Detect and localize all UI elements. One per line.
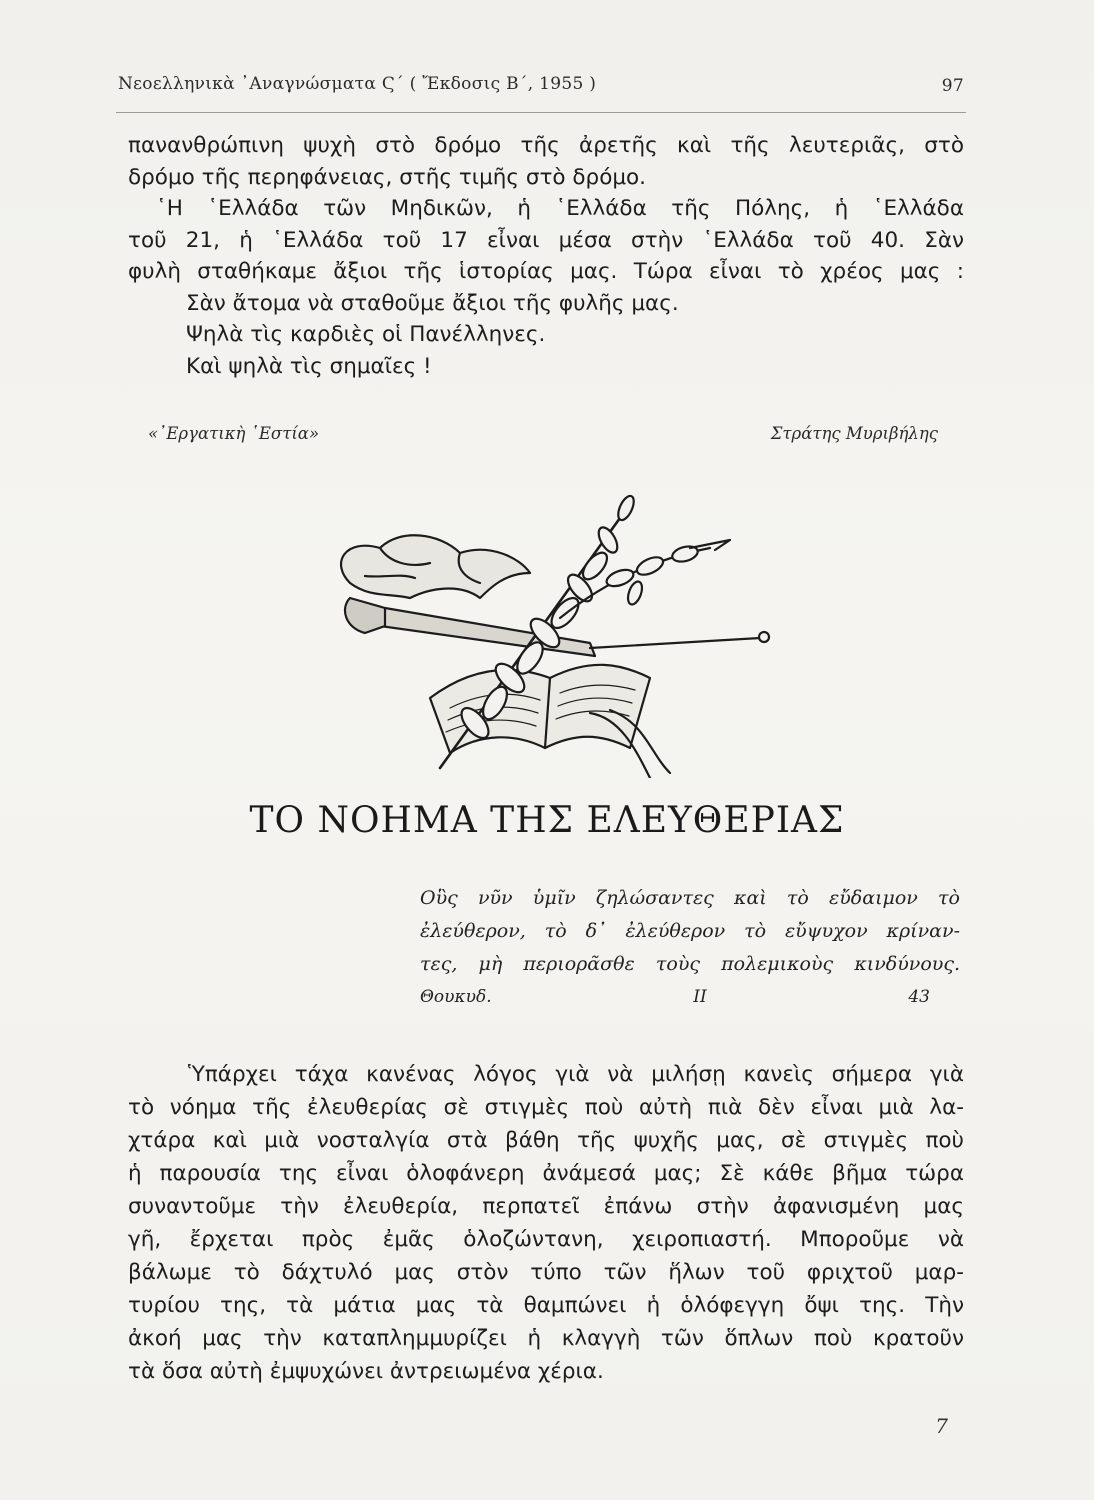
torch-book-laurel-icon <box>290 478 790 778</box>
signature-mark: 7 <box>935 1414 948 1438</box>
body-line: συναντοῦμε τὴν ἐλευθερία, περπατεῖ ἐπάνω στὴν ἀφανισμένη μας <box>128 1194 964 1219</box>
signature-line <box>148 424 938 443</box>
body-line: βάλωμε τὸ δάχτυλό μας στὸν τύπο τῶν ἥλων τοῦ φριχτοῦ μαρ- <box>128 1260 964 1285</box>
body-line: χτάρα καὶ μιὰ νοσταλγία στὰ βάθη τῆς ψυχῆς μας, σὲ στιγμὲς ποὺ <box>128 1128 964 1153</box>
source-citation: «᾽Εργατικὴ ῾Εστία» <box>148 424 320 443</box>
article-title: ΤΟ ΝΟΗΜΑ ΤΗΣ ΕΛΕΥΘΕΡΙΑΣ <box>249 800 845 841</box>
body-line: ἀκοή μας τὴν καταπλημμυρίζει ἡ κλαγγὴ τῶν ὅπλων ποὺ κρατοῦν <box>128 1326 964 1351</box>
text-line: δρόμο τῆς περηφάνειας, στῆς τιμῆς στὸ δρόμο. <box>128 164 647 190</box>
text-line: πανανθρώπινη ψυχὴ στὸ δρόμο τῆς ἀρετῆς καὶ τῆς λευτεριᾶς, στὸ <box>128 133 964 158</box>
body-line: τὰ ὅσα αὐτὴ ἐμψυχώνει ἀντρειωμένα χέρια. <box>128 1359 604 1384</box>
text-line: τοῦ 21, ἡ ῾Ελλάδα τοῦ 17 εἶναι μέσα στὴν ῾Ελλάδα τοῦ 40. Σὰν <box>128 227 964 253</box>
header-rule <box>116 112 966 113</box>
epigraph-line: Οὓς νῦν ὑμῖν ζηλώσαντες καὶ τὸ εὔδαιμον τὸ <box>420 887 960 909</box>
body-line: τυρίου της, τὰ μάτια μας τὰ θαμπώνει ἡ ὁλόφεγγη ὄψι της. Τὴν <box>128 1293 964 1318</box>
article-body <box>128 1058 964 1388</box>
closing-paragraph <box>128 130 964 382</box>
text-line: Σὰν ἄτομα νὰ σταθοῦμε ἄξιοι τῆς φυλῆς μας. <box>186 290 679 316</box>
running-title: Νεοελληνικὰ ᾽Αναγνώσματα Ϛ΄ ( Ἔκδοσις Β΄, 1955 ) <box>118 74 597 94</box>
author-name: Στράτης Μυριβήλης <box>770 424 938 443</box>
epigraph <box>420 882 960 1014</box>
text-line: φυλὴ σταθήκαμε ἄξιοι τῆς ἱστορίας μας. Τώρα εἶναι τὸ χρέος μας : <box>128 259 964 284</box>
epigraph-line: τες, μὴ περιορᾶσθε τοὺς πολεμικοὺς κινδύνους. <box>420 953 960 975</box>
text-line: ῾Η ῾Ελλάδα τῶν Μηδικῶν, ἡ ῾Ελλάδα τῆς Πόλης, ἡ ῾Ελλάδα <box>156 196 964 221</box>
running-header <box>118 74 964 94</box>
body-line: γῆ, ἔρχεται πρὸς ἐμᾶς ὁλοζώντανη, χειροπιαστή. Μποροῦμε νὰ <box>128 1227 964 1252</box>
text-line: Καὶ ψηλὰ τὶς σημαῖες ! <box>186 353 432 379</box>
body-line: ἡ παρουσία της εἶναι ὁλοφάνερη ἀνάμεσά μας; Σὲ κάθε βῆμα τώρα <box>128 1161 964 1186</box>
epigraph-citation: Θουκυδ. ΙΙ 43 <box>420 987 930 1007</box>
epigraph-line: ἐλεύθερον, τὸ δ᾽ ἐλεύθερον τὸ εὔψυχον κρίναν- <box>420 920 960 942</box>
page-number: 97 <box>941 76 964 96</box>
body-line: τὸ νόημα τῆς ἐλευθερίας σὲ στιγμὲς ποὺ αὐτὴ πιὰ δὲν εἶναι μιὰ λα- <box>128 1095 964 1120</box>
text-line: Ψηλὰ τὶς καρδιὲς οἱ Πανέλληνες. <box>186 322 546 347</box>
body-line: Ὑπάρχει τάχα κανένας λόγος γιὰ νὰ μιλήσῃ κανεὶς σήμερα γιὰ <box>188 1062 964 1087</box>
